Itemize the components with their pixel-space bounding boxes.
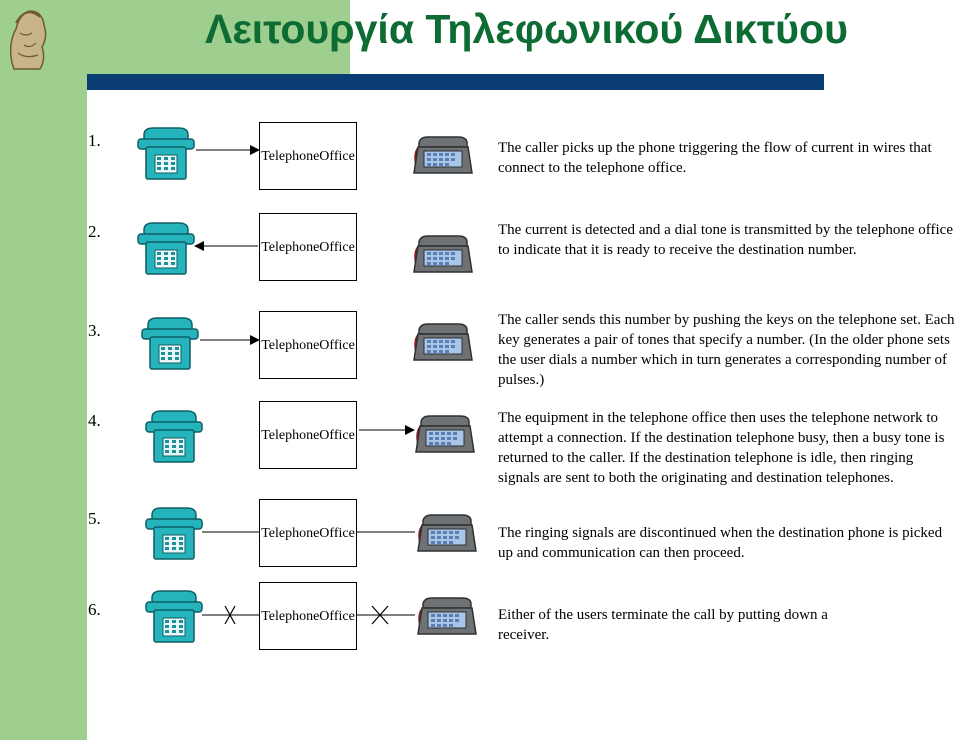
office-label-line2: Office <box>319 525 355 541</box>
telephone-office-box <box>259 122 357 190</box>
office-label-line1: Telephone <box>261 608 320 624</box>
step-description: The caller picks up the phone triggering the flow of current in wires that connect to the telephone office. <box>498 140 932 176</box>
step-description: The ringing signals are discontinued when the destination phone is picked up and communication can then proceed. <box>498 525 943 561</box>
office-label-line1: Telephone <box>261 148 320 164</box>
caller-phone-icon <box>136 220 196 276</box>
connection-arrow <box>357 420 415 440</box>
telephone-office-box <box>259 499 357 567</box>
call-line <box>202 522 260 542</box>
office-label-line1: Telephone <box>261 427 320 443</box>
destination-phone-icon <box>410 322 476 364</box>
telephone-office-box <box>259 582 357 650</box>
office-label-line2: Office <box>319 608 355 624</box>
caller-phone-icon <box>136 125 196 181</box>
step-number: 4. <box>88 411 101 430</box>
telephone-office-box <box>259 213 357 281</box>
title-underline-bar <box>87 74 824 90</box>
office-label-line2: Office <box>319 337 355 353</box>
destination-phone-icon <box>410 234 476 276</box>
office-label-line2: Office <box>319 148 355 164</box>
step-description: The caller sends this number by pushing the keys on the telephone set. Each key generates a pair of tones that specify a number. (In the older phone sets the user dials a number which in turn generates a corresponding number of pulses.) <box>498 312 955 388</box>
caller-phone-icon <box>144 505 204 561</box>
step-description: The current is detected and a dial tone is transmitted by the telephone office to indicate that it is ready to receive the destination number. <box>498 222 953 258</box>
destination-phone-icon <box>410 135 476 177</box>
office-label-line1: Telephone <box>261 337 320 353</box>
call-line <box>357 522 415 542</box>
disconnected-line-icon <box>357 604 415 626</box>
telephone-office-box <box>259 401 357 469</box>
telephone-office-box <box>259 311 357 379</box>
caller-phone-icon <box>144 588 204 644</box>
dial-tone-arrow <box>194 236 260 256</box>
caller-phone-icon <box>140 315 200 371</box>
step-description: Either of the users terminate the call by putting down a receiver. <box>498 607 828 643</box>
office-label-line1: Telephone <box>261 525 320 541</box>
destination-phone-icon <box>412 414 478 456</box>
step-number: 2. <box>88 222 101 241</box>
signal-arrow <box>194 140 260 160</box>
left-green-band <box>0 0 87 740</box>
step-description: The equipment in the telephone office then uses the telephone network to attempt a connection. If the destination telephone busy, then a busy tone is returned to the caller. If the destination telephone is idle, then ringing signals are sent to both the originating and destination telephones. <box>498 410 945 486</box>
office-label-line1: Telephone <box>261 239 320 255</box>
athena-logo-icon <box>4 3 50 73</box>
office-label-line2: Office <box>319 427 355 443</box>
disconnected-line-icon <box>202 604 260 626</box>
number-arrow <box>198 330 260 350</box>
step-number: 5. <box>88 509 101 528</box>
page-title: Λειτουργία Τηλεφωνικού Δικτύου <box>205 6 848 52</box>
destination-phone-icon <box>414 596 480 638</box>
office-label-line2: Office <box>319 239 355 255</box>
destination-phone-icon <box>414 513 480 555</box>
step-number: 6. <box>88 600 101 619</box>
caller-phone-icon <box>144 408 204 464</box>
step-number: 3. <box>88 321 101 340</box>
step-number: 1. <box>88 131 101 150</box>
